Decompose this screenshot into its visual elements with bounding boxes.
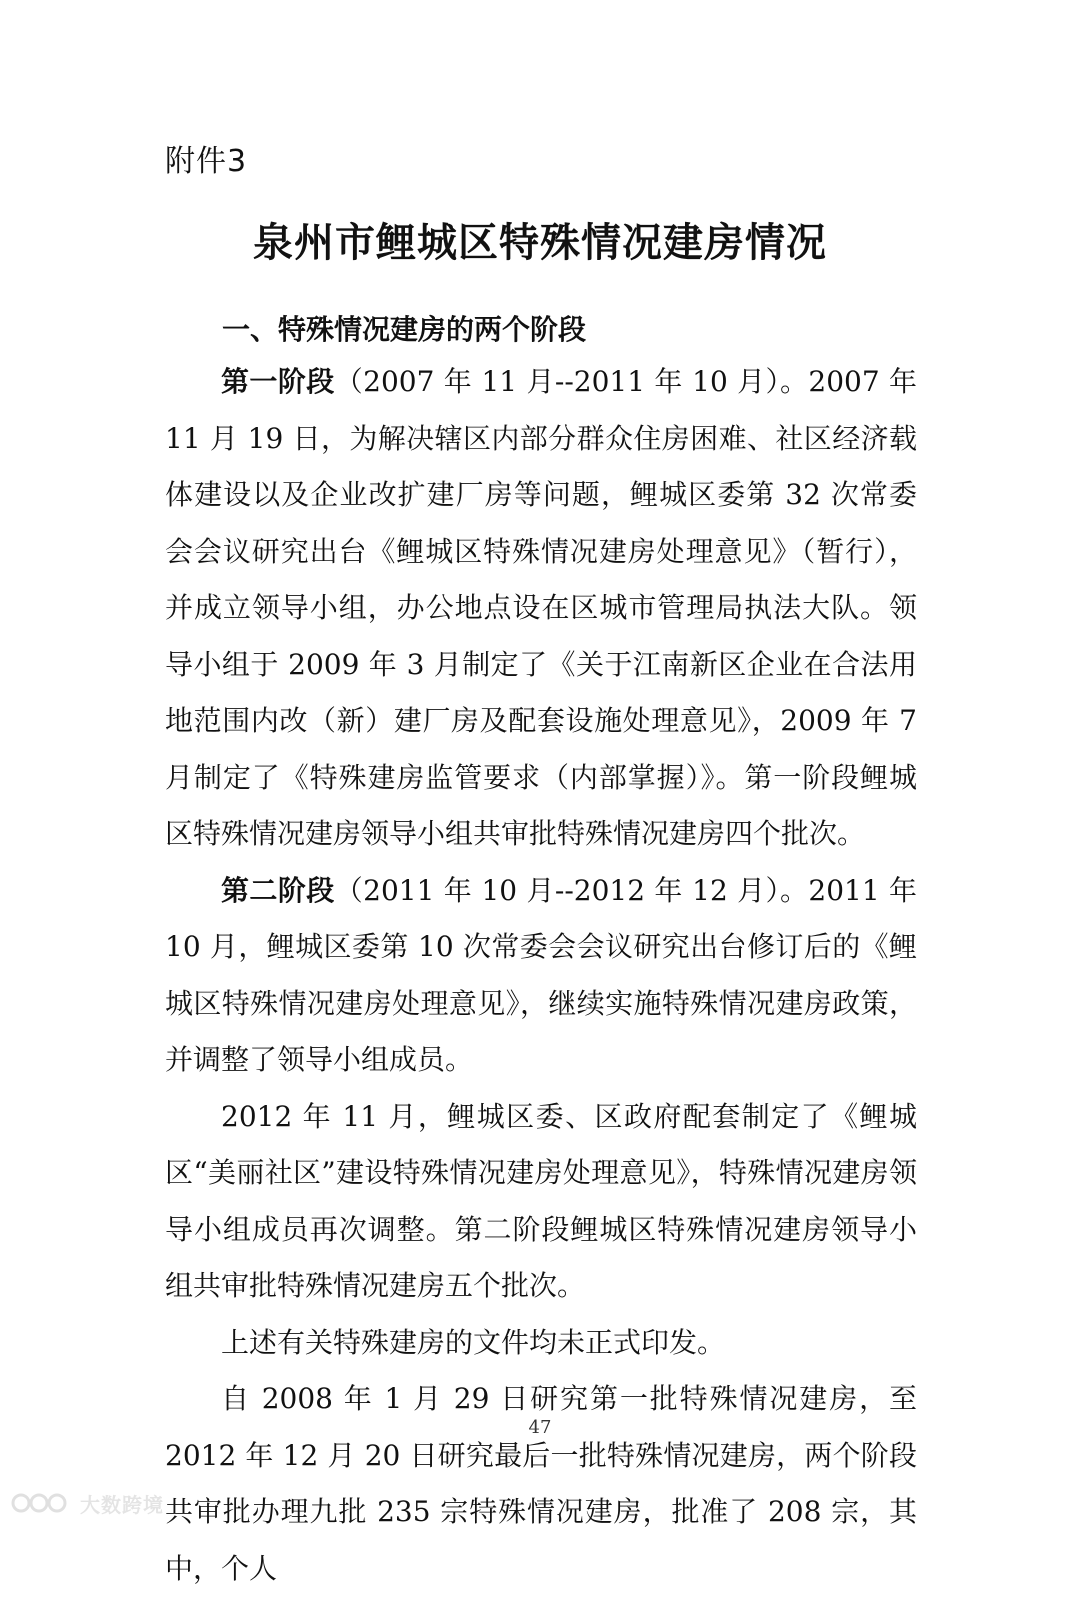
- stage-label: 第一阶段: [221, 365, 335, 398]
- watermark-text: 大数跨境: [80, 1492, 164, 1517]
- stage-label: 第二阶段: [221, 873, 335, 907]
- paragraph-text: 上述有关特殊建房的文件均未正式印发。: [221, 1325, 726, 1359]
- section-heading: 一、特殊情况建房的两个阶段: [222, 313, 587, 346]
- paragraph-stage-two: [165, 863, 917, 1089]
- paragraph-text: （2007 年 11 月--2011 年 10 月）。2007 年 11 月 19 日，为解决辖区内部分群众住房困难、社区经济载体建设以及企业改扩建厂房等问题，鲤城区委第 32 次常委会会议研究出台《鲤城区特殊情况建房处理意见》（暂行），并成立领导小组，办公地点设在区城市管理局执法大队。领导小组于 2009 年 3 月制定了《关于江南新区企业在合法用地范围内改（新）建厂房及配套设施处理意见》，2009 年 7 月制定了《特殊建房监管要求（内部掌握）》。第一阶段鲤城区特殊情况建房领导小组共审批特殊情况建房四个批次。: [165, 365, 917, 850]
- paragraph-beautiful-community: [165, 1089, 917, 1315]
- watermark: [10, 1488, 164, 1518]
- logo-icon: [10, 1490, 74, 1516]
- document-body: [165, 354, 917, 1597]
- paragraph-stage-one: [165, 354, 917, 863]
- paragraph-text: 2012 年 11 月，鲤城区委、区政府配套制定了《鲤城区“美丽社区”建设特殊情况建房处理意见》，特殊情况建房领导小组成员再次调整。第二阶段鲤城区特殊情况建房领导小组共审批特殊情况建房五个批次。: [165, 1099, 917, 1302]
- paragraph-text: 自 2008 年 1 月 29 日研究第一批特殊情况建房，至 2012 年 12 月 20 日研究最后一批特殊情况建房，两个阶段共审批办理九批 235 宗特殊情况建房，批准了 208 宗，其中，个人: [165, 1382, 917, 1585]
- page-number: 47: [528, 1417, 552, 1438]
- paragraph-text: （2011 年 10 月--2012 年 12 月）。2011 年 10 月，鲤城区委第 10 次常委会会议研究出台修订后的《鲤城区特殊情况建房处理意见》，继续实施特殊情况建房政策，并调整了领导小组成员。: [165, 873, 917, 1076]
- document-title: 泉州市鲤城区特殊情况建房情况: [253, 220, 827, 266]
- paragraph-summary: [165, 1371, 917, 1597]
- attachment-label: 附件3: [165, 144, 248, 179]
- paragraph-not-issued: [165, 1315, 917, 1372]
